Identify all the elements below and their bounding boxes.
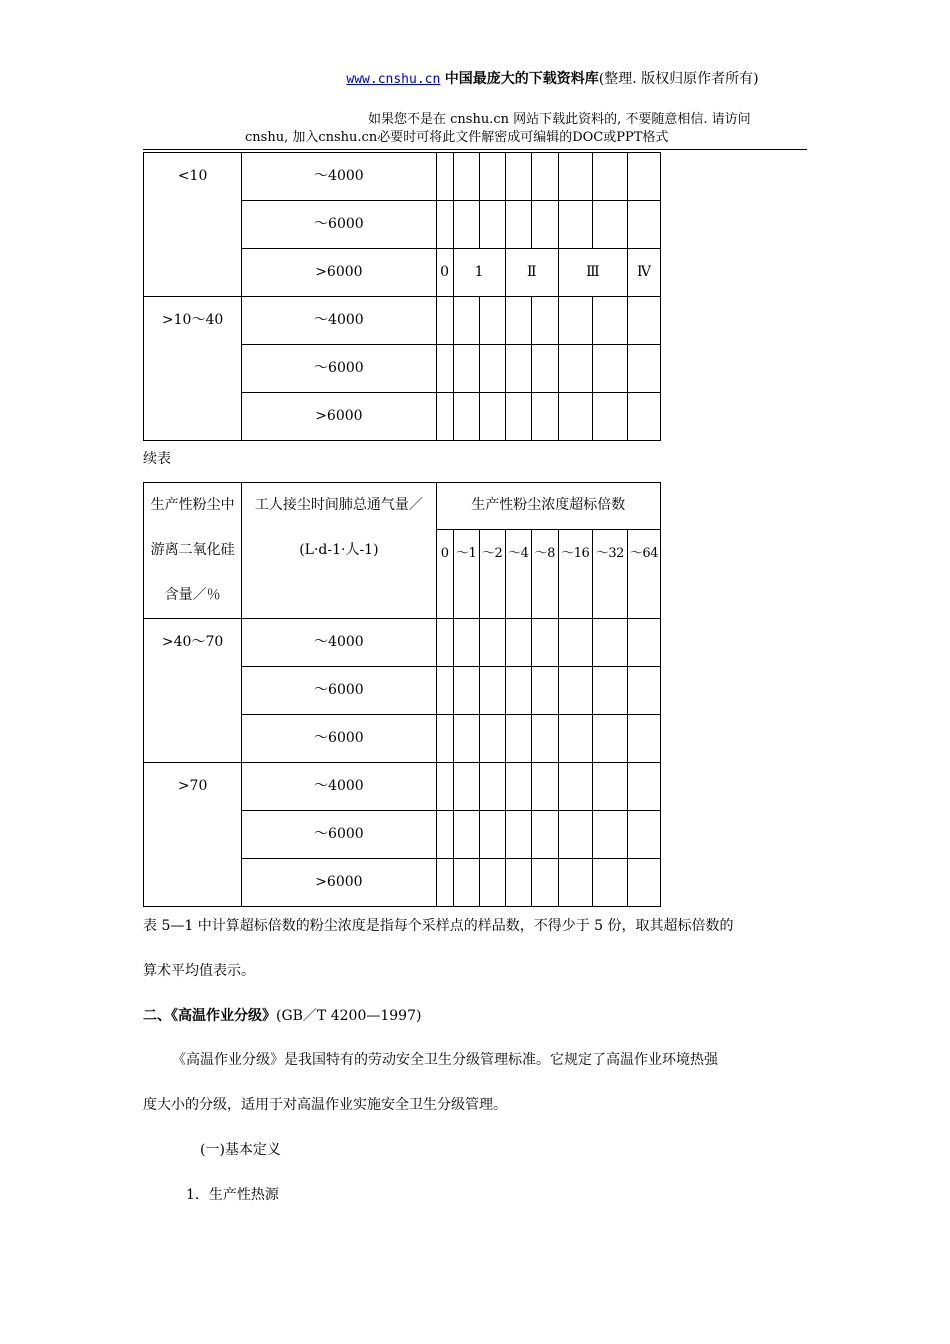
list-item: 1．生产性热源 bbox=[186, 1187, 279, 1203]
multiple-header: 0 bbox=[436, 530, 453, 619]
ventilation-cell: ～6000 bbox=[242, 201, 436, 249]
section-title-name: 二、《高温作业分级》 bbox=[143, 1008, 276, 1024]
multiple-header: ～1 bbox=[453, 530, 479, 619]
table-row bbox=[144, 297, 661, 345]
silica-group-label: >40～70 bbox=[144, 619, 242, 763]
dust-table-part2 bbox=[143, 482, 661, 907]
site-note: (整理. 版权归原作者所有) bbox=[598, 71, 759, 87]
grade-cell: Ⅱ bbox=[505, 249, 558, 297]
ventilation-cell: ～4000 bbox=[242, 297, 436, 345]
ventilation-cell: ～6000 bbox=[242, 667, 436, 715]
site-title: 中国最庞大的下载资料库 bbox=[444, 71, 599, 87]
notice-line-1: 如果您不是在 cnshu.cn 网站下载此资料的, 不要随意相信. 请访问 bbox=[368, 112, 751, 127]
table-note-line-2: 算术平均值表示。 bbox=[143, 963, 255, 979]
header-divider bbox=[143, 149, 807, 150]
ventilation-cell: >6000 bbox=[242, 859, 436, 907]
multiple-header: ～2 bbox=[479, 530, 505, 619]
multiple-header: ～64 bbox=[627, 530, 660, 619]
dust-table-part1 bbox=[143, 152, 661, 441]
silica-group-label: <10 bbox=[144, 153, 242, 297]
table-row bbox=[144, 763, 661, 811]
paragraph-line-1: 《高温作业分级》是我国特有的劳动安全卫生分级管理标准。它规定了高温作业环境热强 bbox=[172, 1052, 718, 1068]
ventilation-cell: ～6000 bbox=[242, 715, 436, 763]
section-title-code: (GB／T 4200—1997) bbox=[276, 1008, 422, 1024]
silica-header-line-1: 生产性粉尘中 bbox=[150, 497, 235, 513]
ventilation-cell: ～6000 bbox=[242, 811, 436, 859]
multiple-header: ～16 bbox=[558, 530, 592, 619]
silica-header-line-3: 含量／％ bbox=[164, 587, 221, 603]
ventilation-cell: ～4000 bbox=[242, 763, 436, 811]
header-notice bbox=[245, 111, 805, 147]
multiple-header: ～8 bbox=[531, 530, 558, 619]
section-title bbox=[143, 1006, 421, 1026]
ventilation-header-line-1: 工人接尘时间肺总通气量／ bbox=[254, 497, 423, 513]
ventilation-cell: ～4000 bbox=[242, 153, 436, 201]
grade-cell: 1 bbox=[453, 249, 505, 297]
ventilation-cell: >6000 bbox=[242, 393, 436, 441]
silica-header-line-2: 游离二氧化硅 bbox=[150, 542, 235, 558]
table-note-line-1: 表 5—1 中计算超标倍数的粉尘浓度是指每个采样点的样品数，不得少于 5 份，取其超标倍数的 bbox=[143, 918, 734, 934]
multiple-header: ～32 bbox=[592, 530, 627, 619]
table-row bbox=[144, 153, 661, 201]
table-row bbox=[144, 619, 661, 667]
notice-line-2: cnshu, 加入cnshu.cn必要时可将此文件解密成可编辑的DOC或PPT格式 bbox=[245, 130, 669, 145]
sub-heading: (一)基本定义 bbox=[200, 1142, 281, 1158]
table-header-row bbox=[144, 483, 661, 530]
site-link[interactable]: www.cnshu.cn bbox=[346, 72, 441, 87]
silica-group-label: >70 bbox=[144, 763, 242, 907]
grade-cell: Ⅳ bbox=[627, 249, 660, 297]
multiple-header: ～4 bbox=[505, 530, 531, 619]
ventilation-header bbox=[242, 483, 436, 619]
ventilation-cell: >6000 bbox=[242, 249, 436, 297]
grade-cell: Ⅲ bbox=[558, 249, 627, 297]
page-header bbox=[300, 70, 805, 89]
continued-label: 续表 bbox=[143, 451, 171, 467]
grade-cell: 0 bbox=[436, 249, 453, 297]
paragraph-line-2: 度大小的分级，适用于对高温作业实施安全卫生分级管理。 bbox=[143, 1097, 507, 1113]
ventilation-header-line-2: (L·d-1·人-1) bbox=[299, 542, 379, 558]
concentration-header: 生产性粉尘浓度超标倍数 bbox=[436, 483, 660, 530]
silica-group-label: >10～40 bbox=[144, 297, 242, 441]
ventilation-cell: ～6000 bbox=[242, 345, 436, 393]
ventilation-cell: ～4000 bbox=[242, 619, 436, 667]
silica-content-header bbox=[144, 483, 242, 619]
